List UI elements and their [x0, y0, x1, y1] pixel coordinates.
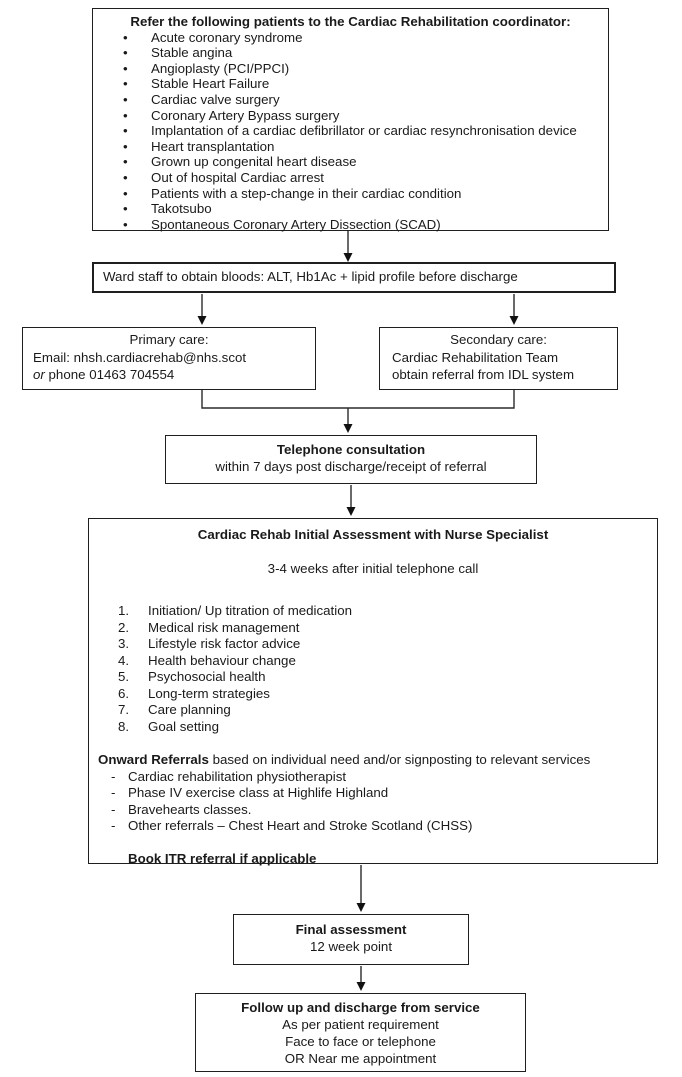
arrow-ward-to-secondary: [510, 294, 519, 325]
list-item: • Out of hospital Cardiac arrest: [93, 170, 608, 186]
ward-bloods-text: Ward staff to obtain bloods: ALT, Hb1Ac + lipid profile before discharge: [103, 269, 518, 285]
list-item: • Takotsubo: [93, 201, 608, 217]
followup-discharge-box: [195, 993, 526, 1072]
followup-line-2: Face to face or telephone: [285, 1034, 436, 1049]
list-item: • Stable Heart Failure: [93, 76, 608, 92]
list-item: • Grown up congenital heart disease: [93, 154, 608, 170]
list-item: • Coronary Artery Bypass surgery: [93, 108, 608, 124]
list-item: Health behaviour change: [148, 652, 296, 668]
list-item: Medical risk management: [148, 619, 300, 635]
list-item: • Heart transplantation: [93, 139, 608, 155]
followup-line-3: OR Near me appointment: [284, 1051, 437, 1066]
secondary-care-line-1: Cardiac Rehabilitation Team: [392, 349, 559, 365]
primary-care-phone: [23, 366, 315, 384]
onward-referrals-heading: Onward Referrals: [98, 752, 209, 767]
list-item: - Other referrals – Chest Heart and Stroke Scotland (CHSS): [89, 818, 657, 835]
assessment-topics-list: [89, 603, 657, 735]
list-item: • Acute coronary syndrome: [93, 30, 608, 46]
primary-care-email: Email: nhsh.cardiacrehab@nhs.scot: [33, 349, 247, 365]
arrow-telephone-to-assessment: [347, 485, 356, 516]
primary-care-title: Primary care:: [129, 332, 209, 347]
secondary-care-line-2: obtain referral from IDL system: [392, 367, 575, 382]
telephone-consultation-box: [165, 435, 537, 484]
book-itr-note: Book ITR referral if applicable: [128, 850, 317, 866]
ward-bloods-box: [92, 262, 616, 293]
list-item: • Patients with a step-change in their cardiac condition: [93, 186, 608, 202]
list-item: Psychosocial health: [148, 669, 266, 684]
referral-criteria-list: [93, 30, 608, 233]
primary-care-phone-or: or: [33, 367, 45, 382]
onward-referrals-text: based on individual need and/or signposting to relevant services: [212, 752, 591, 767]
initial-assessment-title: Cardiac Rehab Initial Assessment with Nurse Specialist: [197, 527, 549, 542]
list-item: • Angioplasty (PCI/PPCI): [93, 61, 608, 77]
list-item: - Bravehearts classes.: [89, 802, 657, 819]
onward-referrals-line: [89, 752, 657, 769]
telephone-consultation-subtitle: within 7 days post discharge/receipt of referral: [215, 458, 487, 474]
list-item: - Phase IV exercise class at Highlife Highland: [89, 785, 657, 802]
list-item: - Cardiac rehabilitation physiotherapist: [89, 769, 657, 786]
initial-assessment-box: [88, 518, 658, 864]
primary-care-phone-number: phone 01463 704554: [48, 367, 175, 382]
final-assessment-subtitle: 12 week point: [309, 938, 393, 954]
list-item: • Cardiac valve surgery: [93, 92, 608, 108]
secondary-care-title: Secondary care:: [450, 332, 547, 347]
referral-criteria-title: Refer the following patients to the Cardiac Rehabilitation coordinator:: [130, 14, 571, 29]
arrow-referral-to-ward: [344, 231, 353, 262]
followup-line-1: As per patient requirement: [282, 1017, 439, 1032]
list-item: Goal setting: [148, 718, 219, 734]
arrow-assessment-to-final: [357, 865, 366, 912]
secondary-care-box: [379, 327, 618, 390]
list-item: Care planning: [148, 702, 231, 717]
list-item: Long-term strategies: [148, 685, 270, 701]
telephone-consultation-title: Telephone consultation: [276, 442, 426, 457]
arrow-ward-to-primary: [198, 294, 207, 325]
arrow-final-to-followup: [357, 966, 366, 991]
list-item: Lifestyle risk factor advice: [148, 636, 301, 651]
list-item: Initiation/ Up titration of medication: [148, 603, 352, 618]
initial-assessment-subtitle: 3-4 weeks after initial telephone call: [267, 560, 479, 576]
list-item: • Stable angina: [93, 45, 608, 61]
list-item: • Implantation of a cardiac defibrillator or cardiac resynchronisation device: [93, 123, 608, 139]
final-assessment-box: [233, 914, 469, 965]
onward-referrals-list: [89, 769, 657, 835]
final-assessment-title: Final assessment: [295, 922, 407, 937]
referral-criteria-box: [92, 8, 609, 231]
connector-care-to-telephone: [202, 390, 514, 433]
list-item: • Spontaneous Coronary Artery Dissection (SCAD): [93, 217, 608, 233]
followup-discharge-title: Follow up and discharge from service: [241, 1000, 480, 1015]
primary-care-box: [22, 327, 316, 390]
